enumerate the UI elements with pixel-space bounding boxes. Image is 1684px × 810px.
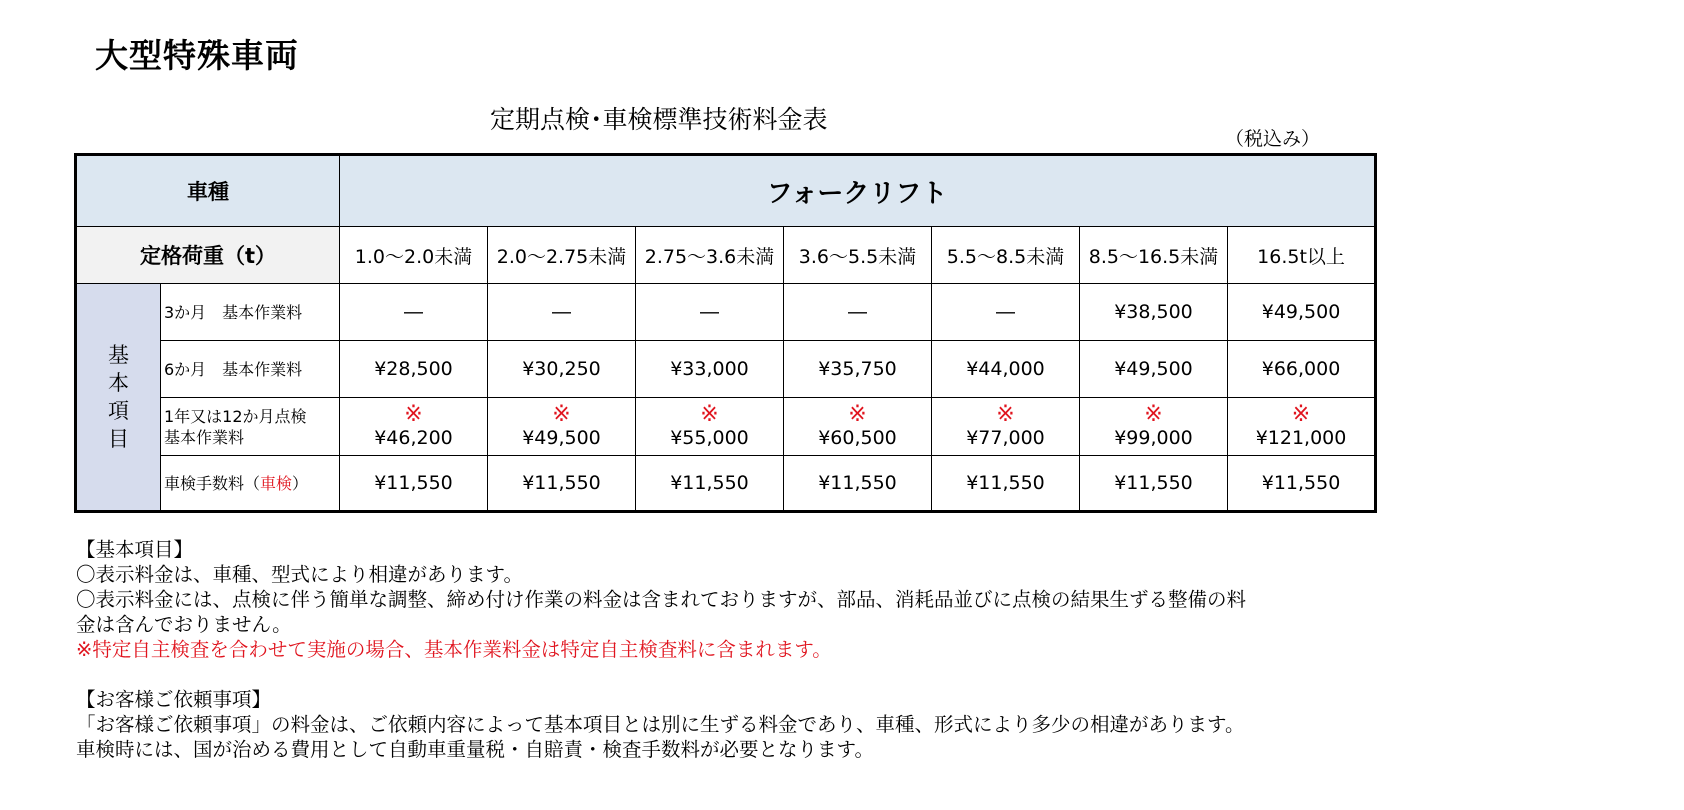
note-mark: ※ [1291, 401, 1311, 427]
price-cell: ¥38,500 [1080, 284, 1228, 341]
tax-note: （税込み） [1225, 128, 1321, 150]
price-value: ¥49,500 [522, 426, 601, 449]
notes-line: 〇表示料金には、点検に伴う簡単な調整、締め付け作業の料金は含まれておりますが、部品、消耗品並びに点検の結果生ずる整備の料 [76, 588, 1247, 611]
fee-table [74, 153, 1377, 513]
price-cell: ¥66,000 [1228, 341, 1376, 398]
row-label-line: 基本作業料 [164, 427, 245, 447]
price-cell: ¥11,550 [784, 456, 932, 512]
note-mark: ※ [996, 401, 1015, 427]
price-value: ¥77,000 [966, 426, 1045, 449]
price-cell [488, 398, 636, 456]
price-cell: ― [784, 284, 932, 341]
notes-line: 車検時には、国が治める費用として自動車重量税・自賠責・検査手数料が必要となります。 [76, 738, 874, 761]
capacity-label: 定格荷重（t） [76, 227, 340, 284]
notes-section [76, 537, 1386, 762]
price-value: ¥60,500 [818, 426, 897, 449]
row-label-6-month: 6か月 基本作業料 [161, 341, 340, 398]
row-label-12-month [161, 398, 340, 456]
section-char: 目 [108, 427, 129, 451]
price-cell: ¥11,550 [1080, 456, 1228, 512]
table-row [76, 284, 1376, 341]
section-label-basic-items [76, 284, 161, 512]
range-header: 16.5t以上 [1228, 227, 1376, 284]
price-cell [1228, 398, 1376, 456]
range-header: 5.5～8.5未満 [932, 227, 1080, 284]
notes-heading-basic: 【基本項目】 [76, 538, 194, 561]
price-cell: ¥33,000 [636, 341, 784, 398]
spacer [76, 662, 1386, 687]
price-value: ¥121,000 [1255, 426, 1347, 449]
price-cell: ― [932, 284, 1080, 341]
table-row [76, 398, 1376, 456]
row-label-line: 1年又は12か月点検 [164, 406, 307, 426]
notes-line-red: ※特定自主検査を合わせて実施の場合、基本作業料金は特定自主検査料に含まれます。 [76, 638, 832, 661]
row-label-3-month: 3か月 基本作業料 [161, 284, 340, 341]
price-cell: ― [340, 284, 488, 341]
price-cell: ― [488, 284, 636, 341]
note-mark: ※ [848, 401, 867, 427]
label-part: 車検手数料（ [164, 473, 261, 493]
price-cell: ¥11,550 [636, 456, 784, 512]
label-part: ） [292, 473, 309, 493]
row-label-inspection-fee [161, 456, 340, 512]
price-cell [636, 398, 784, 456]
price-cell [784, 398, 932, 456]
price-cell: ¥30,250 [488, 341, 636, 398]
car-type-label: 車種 [76, 155, 340, 227]
notes-line: 金は含んでおりません。 [76, 613, 292, 636]
range-header: 3.6～5.5未満 [784, 227, 932, 284]
table-row [76, 456, 1376, 512]
table-row [76, 341, 1376, 398]
price-cell: ¥44,000 [932, 341, 1080, 398]
price-cell: ¥11,550 [488, 456, 636, 512]
range-header: 1.0～2.0未満 [340, 227, 488, 284]
label-part-red: 車検 [260, 473, 293, 493]
price-cell: ¥11,550 [340, 456, 488, 512]
table-title: 定期点検･車検標準技術料金表 [490, 105, 828, 134]
range-header: 8.5～16.5未満 [1080, 227, 1228, 284]
price-value: ¥46,200 [374, 426, 453, 449]
price-cell: ¥49,500 [1228, 284, 1376, 341]
price-cell: ¥11,550 [932, 456, 1080, 512]
price-cell: ¥49,500 [1080, 341, 1228, 398]
price-cell: ― [636, 284, 784, 341]
price-cell: ¥35,750 [784, 341, 932, 398]
section-char: 基 [108, 343, 129, 367]
price-cell: ¥11,550 [1228, 456, 1376, 512]
note-mark: ※ [552, 401, 571, 427]
range-header: 2.75～3.6未満 [636, 227, 784, 284]
note-mark: ※ [404, 401, 423, 427]
section-char: 項 [108, 399, 129, 423]
car-type-value: フォークリフト [340, 155, 1376, 227]
price-value: ¥99,000 [1114, 426, 1193, 449]
price-value: ¥55,000 [670, 426, 749, 449]
price-cell [340, 398, 488, 456]
note-mark: ※ [1144, 401, 1163, 427]
price-cell [1080, 398, 1228, 456]
note-mark: ※ [700, 401, 719, 427]
notes-heading-request: 【お客様ご依頼事項】 [76, 688, 272, 711]
price-cell: ¥28,500 [340, 341, 488, 398]
price-cell [932, 398, 1080, 456]
range-header: 2.0～2.75未満 [488, 227, 636, 284]
section-char: 本 [108, 371, 129, 395]
notes-line: 「お客様ご依頼事項」の料金は、ご依頼内容によって基本項目とは別に生ずる料金であり、車種、形式により多少の相違があります。 [76, 713, 1245, 736]
notes-line: 〇表示料金は、車種、型式により相違があります。 [76, 563, 523, 586]
page-title: 大型特殊車両 [95, 36, 299, 75]
